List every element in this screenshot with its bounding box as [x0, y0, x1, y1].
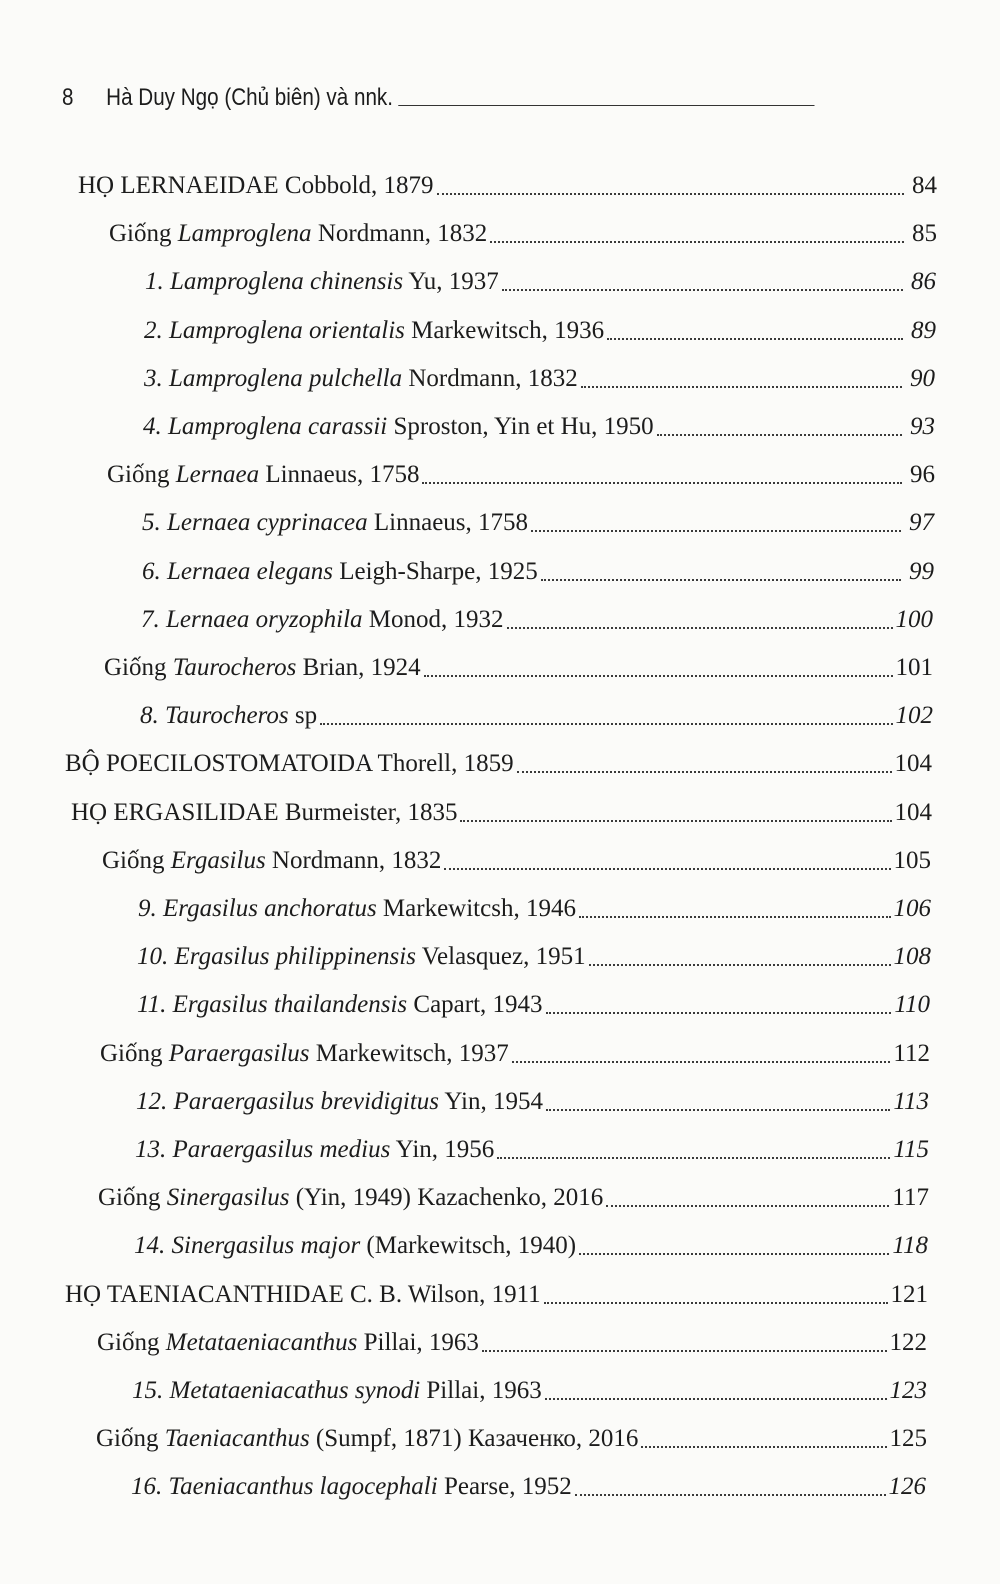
- toc-entry-title: [100, 1036, 509, 1072]
- toc-entry: [142, 505, 934, 541]
- toc-entry-title: [107, 457, 419, 493]
- dot-leader: [575, 1494, 886, 1496]
- toc-entry-italic: Ergasilus: [170, 846, 266, 874]
- toc-entry-rest: Yu, 1937: [403, 268, 499, 296]
- toc-entry-prefix: Giống: [96, 1425, 165, 1453]
- toc-entry-title: [142, 505, 528, 541]
- toc-entry-page: 90: [910, 364, 935, 392]
- dot-leader: [482, 1350, 887, 1352]
- toc-entry-rest: Linnaeus, 1758: [259, 461, 420, 489]
- toc-entry-italic: Metataeniacanthus: [165, 1328, 358, 1356]
- toc-entry-italic: Taeniacanthus: [164, 1425, 310, 1453]
- toc-entry-italic: 13. Paraergasilus medius: [135, 1136, 391, 1163]
- toc-entry-page: 93: [910, 413, 935, 440]
- toc-entry: [143, 409, 935, 445]
- toc-entry-rest: Capart, 1943: [407, 991, 543, 1019]
- toc-entry-title: [65, 1277, 541, 1313]
- toc-entry-page: 104: [894, 798, 932, 826]
- toc-entry: [144, 313, 936, 349]
- toc-entry: [65, 1277, 928, 1313]
- toc-entry-title: [109, 216, 487, 252]
- dot-leader: [606, 1205, 889, 1207]
- toc-entry-page: 110: [894, 991, 930, 1019]
- toc-entry-page: 115: [893, 1136, 929, 1163]
- toc-entry-italic: Paraergasilus: [168, 1039, 310, 1067]
- toc-entry-rest: sp: [288, 702, 318, 730]
- toc-entry-rest: Pillai, 1963: [357, 1328, 479, 1356]
- toc-entry-rest: Yin, 1954: [439, 1087, 543, 1115]
- toc-entry-title: [141, 602, 504, 638]
- toc-entry-page: 104: [894, 750, 932, 778]
- running-header: [62, 72, 815, 112]
- toc-entry-italic: 5. Lernaea cyprinacea: [142, 509, 368, 537]
- toc-entry-prefix: Giống: [98, 1184, 167, 1212]
- page-number: 8: [62, 84, 74, 111]
- toc-entry-rest: Velasquez, 1951: [415, 943, 586, 971]
- toc-entry-title: [144, 361, 578, 397]
- toc-entry: [144, 361, 935, 397]
- toc-entry-prefix: HỌ ERGASILIDAE Burmeister, 1835: [71, 798, 458, 826]
- toc-entry-page: 106: [893, 895, 931, 922]
- toc-entry: [136, 1084, 929, 1120]
- toc-entry-page: 86: [911, 268, 936, 296]
- toc-entry-rest: Linnaeus, 1758: [367, 509, 529, 537]
- toc-entry-title: [135, 1132, 494, 1168]
- toc-entry-title: [131, 1469, 572, 1505]
- toc-entry-rest: Monod, 1932: [362, 605, 504, 633]
- dot-leader: [497, 1157, 890, 1159]
- toc-entry-italic: 3. Lamproglena pulchella: [144, 364, 403, 392]
- dot-leader: [657, 434, 902, 436]
- toc-entry-page: 97: [909, 509, 934, 537]
- toc-entry-rest: (Sumpf, 1871) Казаченко, 2016: [309, 1425, 639, 1453]
- toc-entry: [102, 843, 931, 879]
- toc-entry-italic: Taurocheros: [172, 654, 297, 681]
- dot-leader: [545, 1398, 887, 1400]
- toc-entry-title: [96, 1421, 638, 1457]
- toc-entry-page: 99: [909, 557, 934, 585]
- toc-entry-prefix: Giống: [100, 1039, 169, 1067]
- toc-entry: [97, 1325, 927, 1361]
- dot-leader: [502, 289, 903, 291]
- toc-entry-title: [142, 554, 538, 590]
- dot-leader: [422, 482, 902, 484]
- toc-entry-rest: Nordmann, 1832: [402, 364, 578, 392]
- header-rule: [398, 105, 814, 106]
- dot-leader: [507, 627, 893, 629]
- toc-entry-page: 96: [910, 461, 935, 489]
- toc-entry-page: 121: [890, 1280, 928, 1308]
- toc-entry-rest: Nordmann, 1832: [265, 846, 442, 874]
- dot-leader: [512, 1061, 891, 1063]
- dot-leader: [437, 193, 904, 195]
- dot-leader: [607, 338, 903, 340]
- toc-entry-prefix: Giống: [104, 654, 173, 681]
- toc-entry-prefix: Giống: [107, 461, 176, 489]
- toc-entry-page: 85: [912, 220, 937, 248]
- toc-entry-title: [138, 891, 576, 927]
- dot-leader: [460, 820, 891, 822]
- toc-entry: [141, 602, 933, 638]
- toc-entry-page: 89: [911, 316, 936, 344]
- dot-leader: [544, 1302, 888, 1304]
- dot-leader: [531, 530, 901, 532]
- toc-entry-rest: Yin, 1956: [390, 1136, 495, 1163]
- toc-entry-title: [137, 939, 586, 975]
- toc-entry-italic: 6. Lernaea elegans: [142, 557, 333, 585]
- toc-entry-page: 112: [893, 1039, 930, 1067]
- running-title: Hà Duy Ngọ (Chủ biên) và nnk.: [106, 84, 393, 111]
- toc-entry-italic: 15. Metataeniacathus synodi: [132, 1377, 421, 1404]
- dot-leader: [424, 675, 893, 677]
- toc-entry-italic: 9. Ergasilus anchoratus: [138, 895, 377, 922]
- toc-entry-page: 102: [895, 702, 933, 730]
- toc-entry: [107, 457, 935, 493]
- toc-entry: [145, 264, 936, 300]
- toc-entry: [132, 1373, 927, 1409]
- toc-entry-italic: Sinergasilus: [166, 1184, 290, 1212]
- toc-entry-page: 113: [893, 1087, 929, 1115]
- toc-entry: [135, 1132, 929, 1168]
- toc-entry-rest: Markewitsch, 1936: [404, 316, 605, 344]
- toc-entry-italic: 16. Taeniacanthus lagocephali: [131, 1473, 438, 1501]
- toc-entry-title: [132, 1373, 542, 1409]
- toc-entry-title: [65, 746, 514, 782]
- toc-entry-italic: 12. Paraergasilus brevidigitus: [136, 1087, 440, 1115]
- toc-entry-title: [144, 313, 604, 349]
- dot-leader: [589, 964, 891, 966]
- toc-entry: [142, 554, 934, 590]
- toc-entry: [65, 746, 932, 782]
- toc-entry-rest: Sproston, Yin et Hu, 1950: [387, 413, 654, 440]
- toc-entry: [71, 795, 932, 831]
- toc-entry-rest: Pillai, 1963: [420, 1377, 542, 1404]
- toc-entry: [78, 168, 937, 204]
- toc-entry-italic: Lernaea: [175, 461, 260, 489]
- toc-entry-prefix: Giống: [102, 846, 171, 874]
- toc-entry: [131, 1469, 926, 1505]
- toc-entry: [137, 939, 931, 975]
- toc-entry-prefix: HỌ LERNAEIDAE Cobbold, 1879: [78, 172, 434, 199]
- toc-entry-title: [78, 168, 434, 204]
- toc-entry-page: 118: [892, 1232, 928, 1260]
- toc-entry-page: 105: [893, 846, 931, 874]
- toc-entry-prefix: Giống: [109, 220, 178, 248]
- toc-entry: [137, 987, 930, 1023]
- toc-entry-italic: 14. Sinergasilus major: [134, 1232, 361, 1260]
- toc-entry-italic: 8. Taurocheros: [140, 702, 289, 730]
- toc-entry-prefix: HỌ TAENIACANTHIDAE C. B. Wilson, 1911: [65, 1280, 541, 1308]
- toc-entry-title: [71, 795, 457, 831]
- toc-entry: [96, 1421, 927, 1457]
- toc-entry-page: 123: [889, 1377, 927, 1404]
- toc-entry-prefix: Giống: [97, 1328, 166, 1356]
- toc-entry-rest: Markewitcsh, 1946: [376, 895, 576, 922]
- dot-leader: [579, 916, 891, 918]
- dot-leader: [517, 771, 892, 773]
- toc-entry: [140, 698, 933, 734]
- toc-entry-page: 101: [895, 654, 933, 681]
- toc-entry-rest: Nordmann, 1832: [311, 220, 488, 248]
- toc-entry-italic: 7. Lernaea oryzophila: [141, 605, 363, 633]
- toc-entry-title: [102, 843, 441, 879]
- toc-entry-page: 125: [889, 1425, 927, 1453]
- dot-leader: [581, 386, 902, 388]
- toc-entry-page: 100: [895, 605, 933, 633]
- toc-entry-title: [134, 1228, 576, 1264]
- dot-leader: [541, 579, 901, 581]
- toc-entry-italic: 11. Ergasilus thailandensis: [137, 991, 408, 1019]
- toc-entry: [98, 1180, 929, 1216]
- dot-leader: [579, 1253, 889, 1255]
- toc-entry-title: [136, 1084, 543, 1120]
- toc-entry-italic: 4. Lamproglena carassii: [143, 413, 388, 440]
- toc-entry-rest: (Markewitsch, 1940): [360, 1232, 577, 1260]
- toc-entry-rest: (Yin, 1949) Kazachenko, 2016: [289, 1184, 604, 1212]
- toc-entry-rest: Pearse, 1952: [437, 1473, 572, 1501]
- toc-entry-page: 126: [888, 1473, 926, 1501]
- toc-entry-page: 84: [912, 172, 937, 199]
- toc-entry-italic: 10. Ergasilus philippinensis: [137, 943, 416, 971]
- dot-leader: [320, 723, 892, 725]
- dot-leader: [641, 1446, 886, 1448]
- toc-entry-title: [143, 409, 654, 445]
- dot-leader: [490, 241, 904, 243]
- toc-entry-page: 108: [893, 943, 931, 971]
- toc-entry: [138, 891, 931, 927]
- dot-leader: [444, 868, 890, 870]
- toc-entry-title: [140, 698, 317, 734]
- toc-entry-title: [98, 1180, 603, 1216]
- toc-entry-title: [97, 1325, 479, 1361]
- toc-entry-title: [137, 987, 543, 1023]
- toc-entry-italic: 2. Lamproglena orientalis: [144, 316, 405, 344]
- toc-entry: [100, 1036, 930, 1072]
- toc-entry: [134, 1228, 928, 1264]
- toc-entry-page: 122: [889, 1328, 927, 1356]
- toc-entry-title: [104, 650, 421, 686]
- toc-entry-rest: Leigh-Sharpe, 1925: [332, 557, 538, 585]
- dot-leader: [546, 1109, 890, 1111]
- toc-entry-title: [145, 264, 499, 300]
- toc-entry-italic: Lamproglena: [177, 220, 312, 248]
- toc-entry-rest: Brian, 1924: [296, 654, 421, 681]
- toc-entry: [109, 216, 937, 252]
- dot-leader: [546, 1012, 892, 1014]
- toc-entry-page: 117: [892, 1184, 929, 1212]
- toc-entry: [104, 650, 933, 686]
- toc-entry-italic: 1. Lamproglena chinensis: [145, 268, 404, 296]
- toc-entry-prefix: BỘ POECILOSTOMATOIDA Thorell, 1859: [65, 750, 514, 778]
- toc-entry-rest: Markewitsch, 1937: [309, 1039, 509, 1067]
